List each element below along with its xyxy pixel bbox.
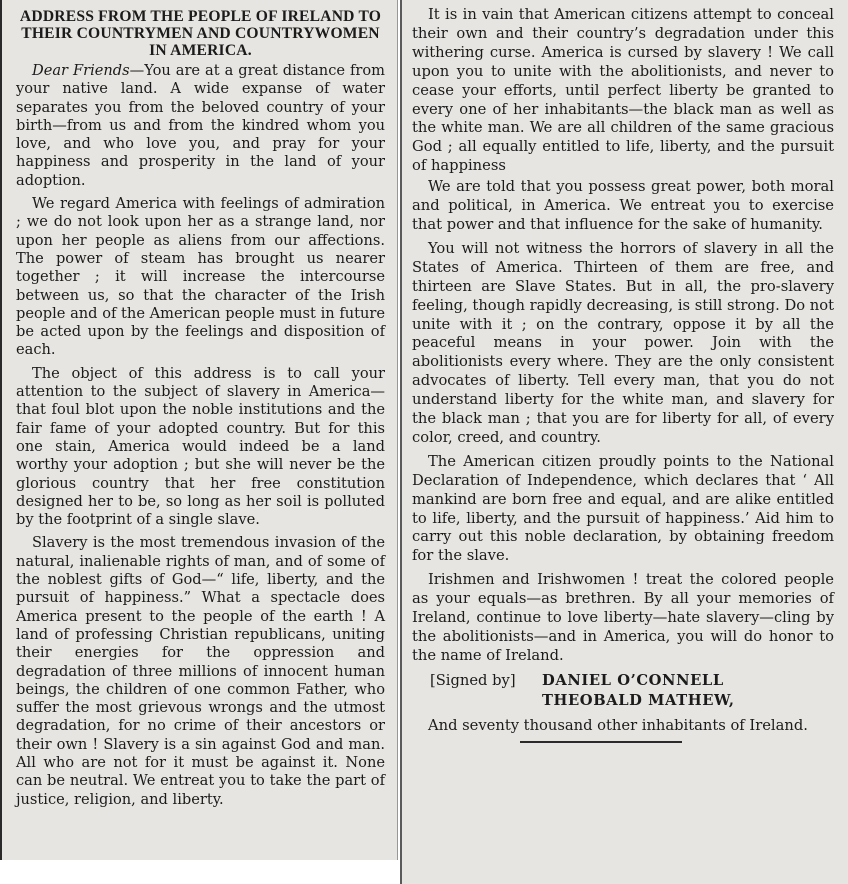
paragraph-power: We are told that you possess great power, both moral and political, in America. We entreat you to exercise that power and that influence for the sake of humanity. xyxy=(412,178,834,233)
paragraph-salutation xyxy=(16,62,385,190)
paragraph-irishmen: Irishmen and Irishwomen ! treat the colored people as your equals—as brethren. By all your memories of Ireland, continue to love liberty—hate slavery—cling by the abolitionists—and in America, you will do honor to the name of Ireland. xyxy=(412,571,834,664)
left-column xyxy=(0,0,398,860)
paragraph-slavery-invasion: Slavery is the most tremendous invasion of the natural, inalienable rights of man, and of some of the noblest gifts of God—“ life, liberty, and the pursuit of happiness.” What a spectacle does America present to the people of the earth ! A land of professing Christian republicans, uniting their energies for the oppression and degradation of three millions of innocent human beings, the children of one common Father, who suffer the most grievous wrongs and the utmost degradation, for no crime of their ancestors or their own ! Slavery is a sin against God and man. All who are not for it must be against it. None can be neutral. We entreat you to take the part of justice, religion, and liberty. xyxy=(16,534,385,808)
signer-mathew: THEOBALD MATHEW, xyxy=(542,691,735,709)
salutation: Dear Friends xyxy=(32,62,130,79)
paragraph-vain: It is in vain that American citizens attempt to conceal their own and their country’s degradation under this withering curse. America is cursed by slavery ! We call upon you to unite with the abolitionists, and never to cease your efforts, until perfect liberty be granted to every one of her inhabitants—the black man as well as the white man. We are all children of the same gracious God ; all equally entitled to life, liberty, and the pursuit of happiness xyxy=(412,6,834,175)
closing-line: And seventy thousand other inhabitants of Ireland. xyxy=(428,716,808,734)
signature-line-2 xyxy=(412,691,834,711)
paragraph-text: —You are at a great distance from your native land. A wide expanse of water separates you from the beloved country of your birth—from us and from the kindred whom you love, and who love you, and pray for your happiness and prosperity in the land of your adoption. xyxy=(16,62,385,189)
signer-oconnell: DANIEL O’CONNELL xyxy=(542,671,724,689)
closing-rule xyxy=(520,741,682,743)
paragraph-admiration: We regard America with feelings of admiration ; we do not look upon her as a strange land, nor upon her people as aliens from our affections. The power of steam has brought us nearer together ; it will increase the intercourse between us, so that the character of the Irish people and of the American people must in future be acted upon by the feelings and disposition of each. xyxy=(16,195,385,359)
signature-line-1 xyxy=(412,671,834,691)
paragraph-object: The object of this address is to call your attention to the subject of slavery in America—that foul blot upon the noble institutions and the fair fame of your adopted country. But for this one stain, America would indeed be a land worthy your adoption ; but she will never be the glorious country that her free constitution designed her to be, so long as her soil is polluted by the footprint of a single slave. xyxy=(16,364,385,529)
right-column xyxy=(400,0,848,884)
paragraph-declaration: The American citizen proudly points to the National Declaration of Independence, which declares that ‘ All mankind are born free and equal, and are alike entitled to life, liberty, and the pursuit of happiness.’ Aid him to carry out this noble declaration, by obtaining freedom for the slave. xyxy=(412,452,834,565)
article-headline: ADDRESS FROM THE PEOPLE OF IRELAND TO THEIR COUNTRYMEN AND COUNTRYWOMEN IN AMERICA. xyxy=(19,8,382,59)
signed-label: [Signed by] xyxy=(430,671,516,689)
paragraph-horrors: You will not witness the horrors of slavery in all the States of America. Thirteen of them are free, and thirteen are Slave States. But in all, the pro-slavery feeling, though rapidly decreasing, is still strong. Do not unite with it ; on the contrary, oppose it by all the peaceful means in your power. Join with the abolitionists every where. They are the only consistent advocates of liberty. Tell every man, that you do not understand liberty for the white man, and slavery for the black man ; that you are for liberty for all, of every color, creed, and country. xyxy=(412,239,834,446)
